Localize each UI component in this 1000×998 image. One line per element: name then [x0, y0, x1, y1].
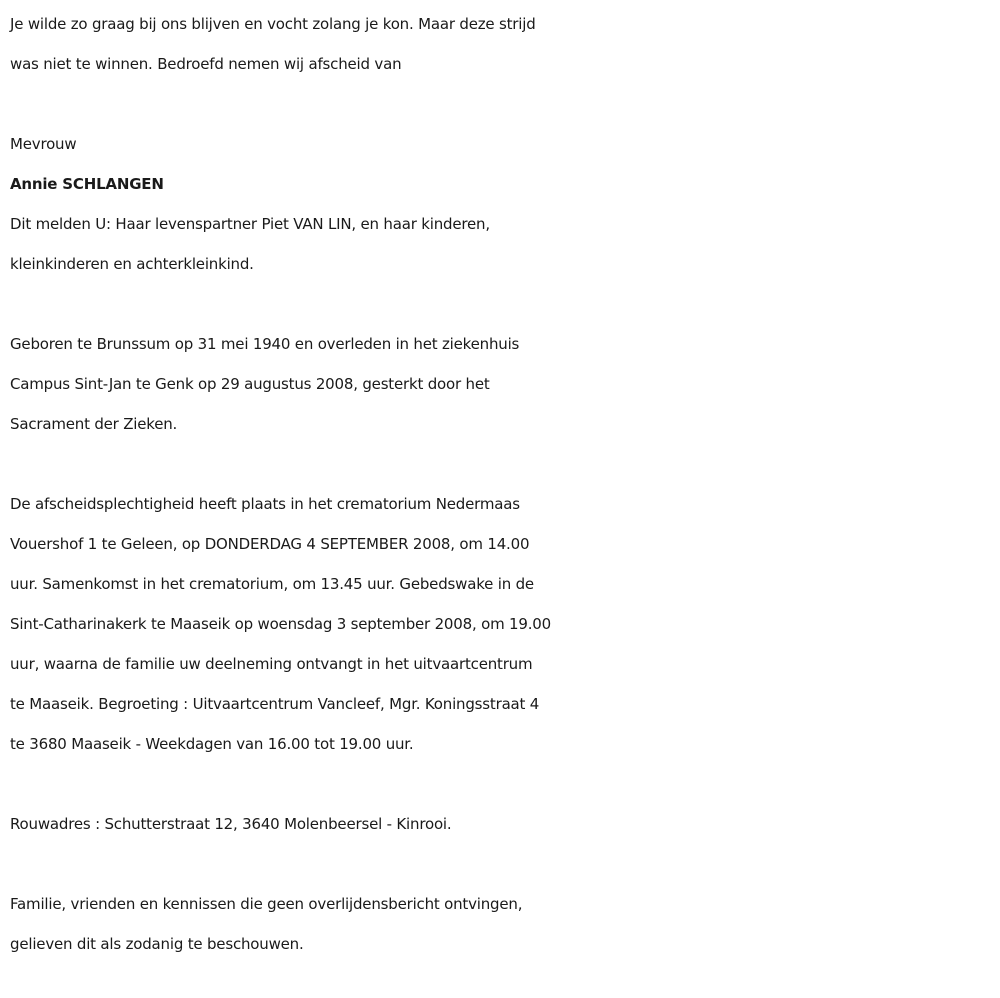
- ceremony-paragraph: [10, 484, 1000, 764]
- deceased-heading: [10, 124, 1000, 204]
- intro-paragraph: [10, 4, 1000, 84]
- deceased-name: Annie SCHLANGEN: [10, 175, 164, 193]
- ceremony-line: De afscheidsplechtigheid heeft plaats in het crematorium Nedermaas: [10, 495, 520, 513]
- announcement-line: kleinkinderen en achterkleinkind.: [10, 255, 254, 273]
- ceremony-line: uur, waarna de familie uw deelneming ontvangt in het uitvaartcentrum: [10, 655, 533, 673]
- mourning-address: Rouwadres : Schutterstraat 12, 3640 Molenbeersel - Kinrooi.: [10, 815, 452, 833]
- ceremony-line: uur. Samenkomst in het crematorium, om 13.45 uur. Gebedswake in de: [10, 575, 534, 593]
- ceremony-line: Sint-Catharinakerk te Maaseik op woensdag 3 september 2008, om 19.00: [10, 615, 551, 633]
- closing-line: gelieven dit als zodanig te beschouwen.: [10, 935, 304, 953]
- ceremony-line: Vouershof 1 te Geleen, op DONDERDAG 4 SEPTEMBER 2008, om 14.00: [10, 535, 530, 553]
- birth-death-line: Campus Sint-Jan te Genk op 29 augustus 2008, gesterkt door het: [10, 375, 490, 393]
- ceremony-line: te Maaseik. Begroeting : Uitvaartcentrum Vancleef, Mgr. Koningsstraat 4: [10, 695, 540, 713]
- birth-death-line: Sacrament der Zieken.: [10, 415, 178, 433]
- announcement-paragraph: [10, 204, 1000, 284]
- ceremony-line: te 3680 Maaseik - Weekdagen van 16.00 tot 19.00 uur.: [10, 735, 414, 753]
- intro-line: Je wilde zo graag bij ons blijven en vocht zolang je kon. Maar deze strijd: [10, 15, 536, 33]
- announcement-line: Dit melden U: Haar levenspartner Piet VAN LIN, en haar kinderen,: [10, 215, 490, 233]
- address-paragraph: [10, 804, 1000, 844]
- intro-line: was niet te winnen. Bedroefd nemen wij afscheid van: [10, 55, 402, 73]
- closing-line: Familie, vrienden en kennissen die geen overlijdensbericht ontvingen,: [10, 895, 523, 913]
- closing-paragraph: [10, 884, 1000, 964]
- salutation: Mevrouw: [10, 135, 77, 153]
- birth-death-paragraph: [10, 324, 1000, 444]
- birth-death-line: Geboren te Brunssum op 31 mei 1940 en overleden in het ziekenhuis: [10, 335, 520, 353]
